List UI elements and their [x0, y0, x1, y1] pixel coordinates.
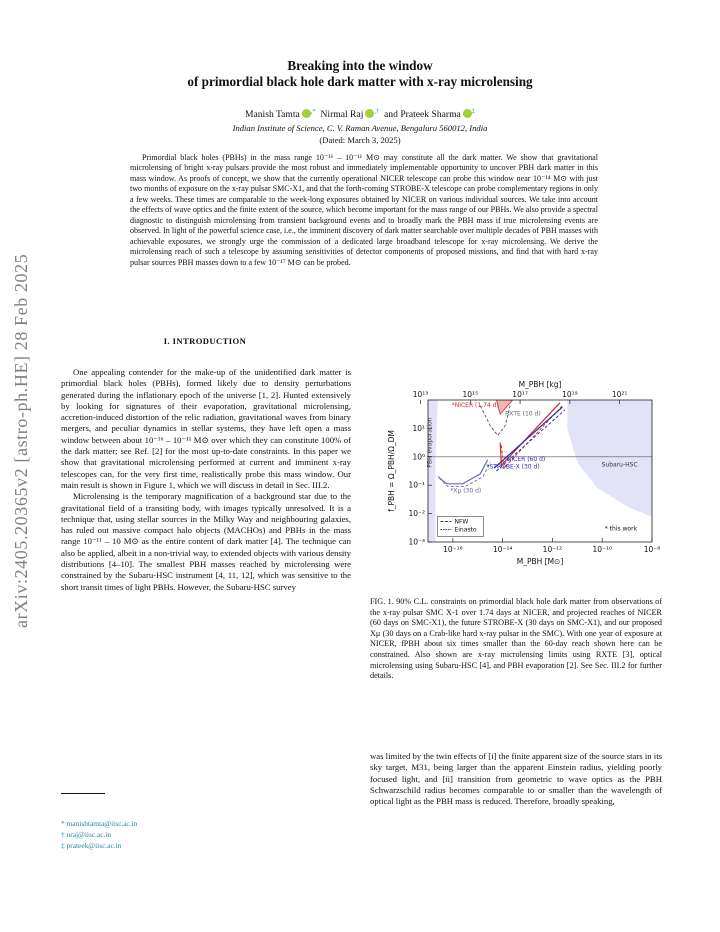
footnotes [61, 818, 351, 851]
author-2: Nirmal Raj [320, 109, 364, 120]
section-heading: I. INTRODUCTION [163, 336, 247, 346]
this-work-note: * this work [604, 525, 638, 533]
footnote-email-2[interactable]: † nraj@iisc.ac.in [61, 830, 112, 839]
title-line-2: of primordial black hole dark matter with x-ray microlensing [187, 74, 533, 89]
author-and: and [384, 109, 398, 120]
x-tick-label: 10⁻¹⁰ [592, 545, 612, 554]
x2-tick-label: 10¹⁵ [462, 390, 479, 399]
x-axis-label: M_PBH [M⊙] [516, 557, 564, 566]
x2-tick-label: 10²¹ [611, 390, 628, 399]
legend-label-nfw: NFW [454, 518, 469, 526]
y-tick-label: 10⁻¹ [408, 480, 425, 490]
annotation-strobe-x-30-d-: *STROBE-X (30 d) [486, 463, 540, 471]
author-3-mark: ‡ [471, 108, 476, 115]
annotation-x-30-d-: *Xμ (30 d) [450, 487, 482, 495]
annotation-pbh-evaporation: PBH evaporation [426, 417, 434, 468]
y-axis-label: f_PBH = Ω_PBH/Ω_DM [387, 430, 396, 512]
orcid-icon[interactable] [463, 109, 472, 118]
x-tick-label: 10⁻¹² [542, 545, 563, 554]
right-column-text [370, 751, 662, 807]
dated-line: (Dated: March 3, 2025) [319, 135, 401, 145]
orcid-icon[interactable] [302, 109, 311, 118]
paper-title [120, 58, 600, 90]
arxiv-stamp: arXiv:2405.20365v2 [astro-ph.HE] 28 Feb 2025 [11, 253, 31, 628]
author-1-mark: ,* [310, 108, 316, 115]
x2-axis-label: M_PBH [kg] [518, 380, 562, 389]
footnote-email-3[interactable]: ‡ prateek@iisc.ac.in [61, 841, 122, 850]
author-1: Manish Tamta [244, 109, 300, 120]
annotation-subaru-hsc: Subaru-HSC [601, 461, 638, 469]
x-tick-label: 10⁻¹⁶ [443, 545, 463, 554]
annotation-nicer-1-74-d-: *NICER (1.74 d) [451, 402, 499, 410]
annotation-rxte-10-d-: RXTE (10 d) [505, 410, 541, 418]
series-x-30-d--solid [438, 460, 488, 484]
affiliation: Indian Institute of Science, C. V. Raman Avenue, Bengaluru 560012, India [232, 123, 488, 133]
intro-paragraph-2: Microlensing is the temporary magnification of a background star due to the gravitational field of a transiting body, with images typically unresolved. It is a technique that, using stellar sources in the Milky Way and neighbouring galaxies, has ruled out massive compact halo objects (MACHOs) and PBHs in the mass range 10⁻¹¹ – 10 M⊙ as the entire content of dark matter [4]. The technique can also be applied, albeit in a non-trivial way, to extended objects with various density distributions [4–10]. The smallest PBH masses reached by microlensing were constrained by the Subaru-HSC instrument [4, 11, 12], which was sensitive to the short transit times of light PBHs. However, the Subaru-HSC survey [61, 491, 351, 592]
footnote-rule [61, 793, 105, 794]
legend-label-einasto: Einasto [454, 526, 477, 534]
y-tick-label: 10⁻³ [408, 537, 425, 547]
x-tick-label: 10⁻⁸ [643, 545, 661, 554]
right-column-paragraph: was limited by the twin effects of [i] the finite apparent size of the source stars in its sky target, M31, being larger than the apparent Einstein radius, yielding poorly focused light, and [ii] transition from geometric to wave optics as the PBH Schwarzschild radius becomes comparable to or smaller than the wavelength of optical light as the PBH mass is reduced. Therefore, broadly speaking, [370, 751, 662, 807]
intro-paragraph-1: One appealing contender for the make-up of the unidentified dark matter is primordial black holes (PBHs), formed likely due to density perturbations generated during the inflationary epoch of the universe [1, 2]. Hunted extensively by looking for signatures of their evaporation, gravitational microlensing, accretion-induced distortion of the relic radiation, gravitational waves from binary mergers, and peculiar dynamics in stellar systems, they have left open a mass window between about 10⁻¹⁶ – 10⁻¹¹ M⊙ over which they can constitute 100% of the dark matter; see Ref. [2] for the most up-to-date constraints. In this paper we show that gravitational microlensing performed at current and imminent x-ray telescopes can, for the very first time, realistically probe this mass window. Our main result is shown in Figure 1, which we will discuss in detail in Sec. III.2. [61, 367, 351, 490]
y-tick-label: 10⁰ [412, 452, 425, 462]
figure-1-chart [372, 370, 664, 588]
footnote-email-1[interactable]: * manishtamta@iisc.ac.in [61, 819, 138, 828]
author-list [120, 108, 600, 120]
x2-tick-label: 10¹⁷ [512, 390, 528, 399]
abstract: Primordial black holes (PBHs) in the mass range 10⁻¹⁶ – 10⁻¹¹ M⊙ may constitute all the dark matter. We show that gravitational microlensing of bright x-ray pulsars provide the most robust and immediately implementable opportunity to uncover PBH dark matter in this mass window. As proofs of concept, we show that the currently operational NICER telescope can probe this window near 10⁻¹⁴ M⊙ with just two months of exposure on the x-ray pulsar SMC-X1, and that the forth-coming STROBE-X telescope can probe complementary regions in only a few weeks. These times are comparable to the week-long exposures obtained by NICER on various individual sources. We take into account the effects of wave optics and the finite extent of the source, which become important for the mass range of our PBHs. We also provide a spectral diagnostic to distinguish microlensing from transient background events and to broadly mark the PBH mass if true microlensing events are observed. In light of the powerful science case, i.e., the imminent discovery of dark matter searchable over multiple decades of PBH masses with achievable exposures, we strongly urge the commission of a dedicated large broadband telescope for x-ray microlensing. We derive the microlensing reach of such a telescope by assuming sensitivities of detector components of proposed missions, and find that with hard x-ray pulsar sources PBH masses down to a few 10⁻¹⁷ M⊙ can be probed. [130, 153, 598, 267]
author-3: Prateek Sharma [400, 109, 461, 120]
region-subaru-hsc [567, 400, 652, 516]
figure-caption: FIG. 1. 90% C.L. constraints on primordial black hole dark matter from observations of the x-ray pulsar SMC X-1 over 1.74 days at NICER, and projected reaches of NICER (60 days on SMC-X1), the future STROBE-X (30 days on SMC-X1), and our proposed Xμ (30 days on a Crab-like hard x-ray pulsar in the SMC). With one year of exposure at NICER, fPBH about six times smaller than the 60-day reach shown here can be constrained. Also shown are x-ray microlensing limits using RXTE [3], optical microlensing using Subaru-HSC [4], and PBH evaporation [2]. See Sec. III.2 for further details. [370, 597, 662, 681]
y-tick-label: 10⁻² [408, 509, 425, 519]
x-tick-label: 10⁻¹⁴ [492, 545, 513, 554]
title-line-1: Breaking into the window [287, 58, 433, 73]
author-2-mark: ,† [374, 108, 380, 115]
x2-tick-label: 10¹⁹ [562, 390, 578, 399]
y-tick-label: 10¹ [412, 423, 425, 433]
x2-tick-label: 10¹³ [412, 390, 429, 399]
annotation-nicer-60-d-: *NICER (60 d) [503, 456, 546, 464]
intro-column [61, 367, 351, 593]
